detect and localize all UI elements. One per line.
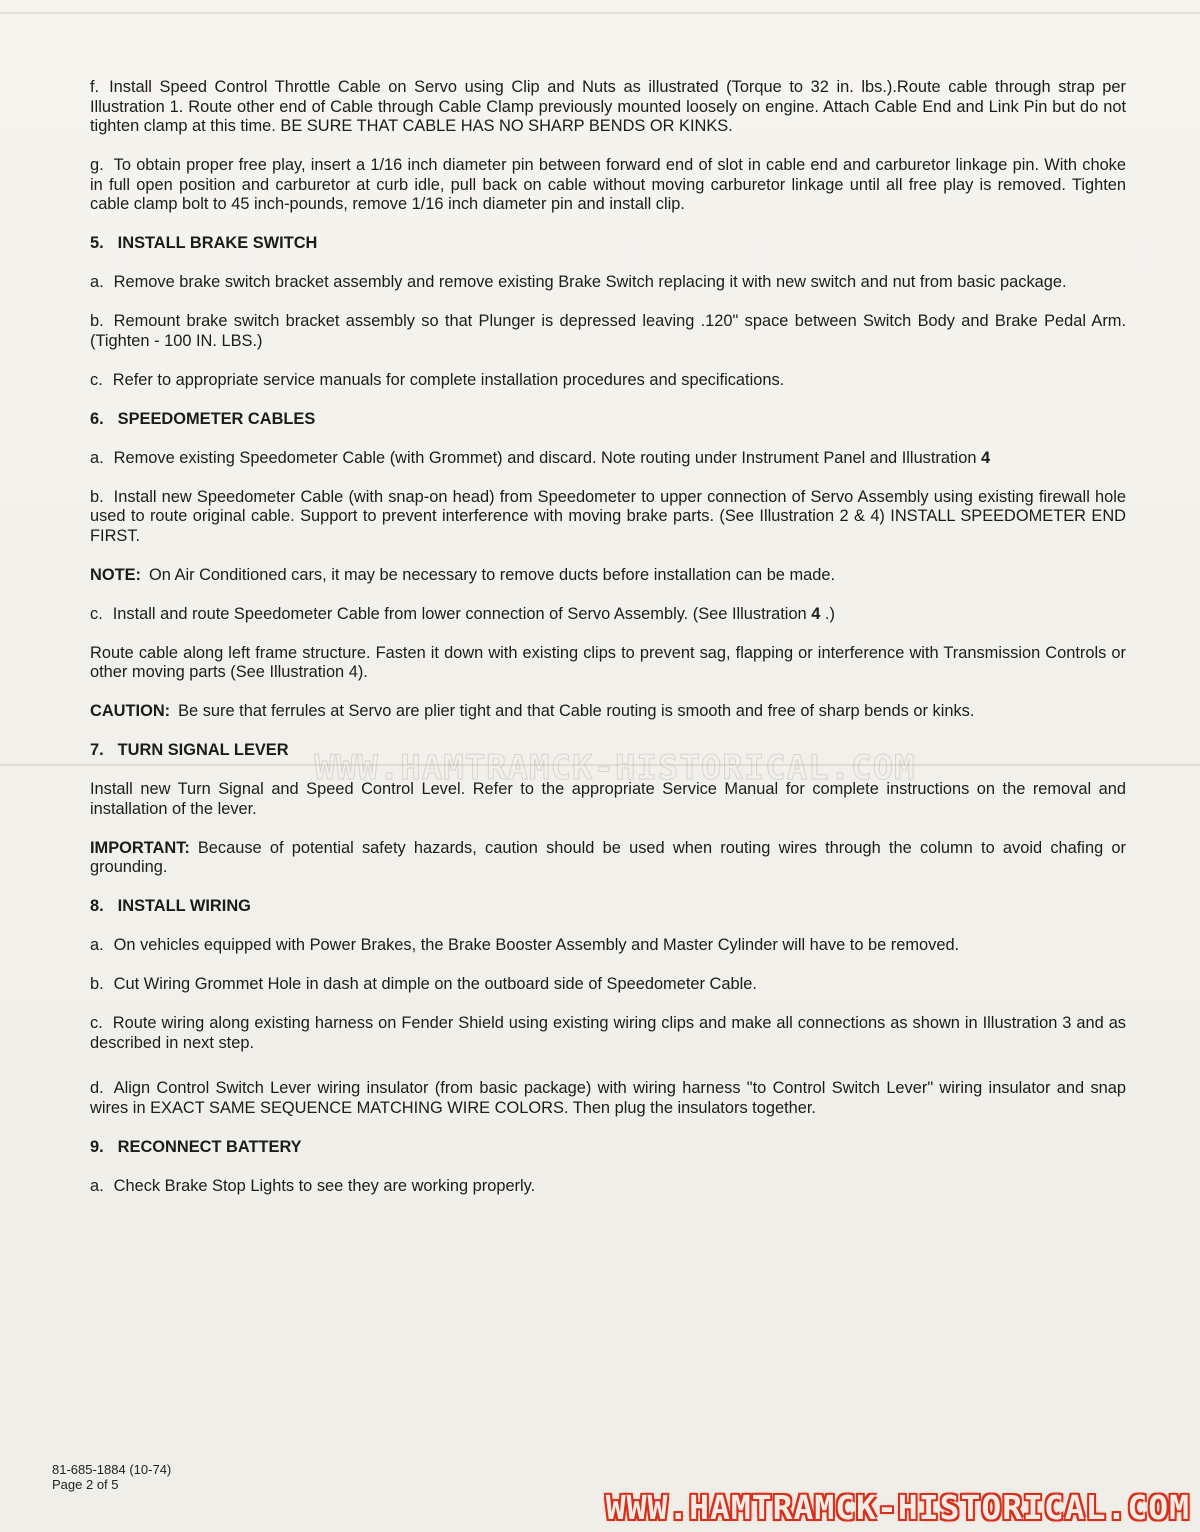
section-7-important: IMPORTANT: Because of potential safety hazards, caution should be used when routing wires through the column to avoid chafing or grounding. <box>90 838 1126 876</box>
section-6-route: Route cable along left frame structure. Fasten it down with existing clips to prevent sag, flapping or interference with Transmission Controls or other moving parts (See Illustration 4). <box>90 643 1126 681</box>
section-6-heading: 6. SPEEDOMETER CABLES <box>90 409 316 428</box>
section-5-step-a: a. Remove brake switch bracket assembly and remove existing Brake Switch replacing it with new switch and nut from basic package. <box>90 273 1067 291</box>
section-8-step-d: d. Align Control Switch Lever wiring insulator (from basic package) with wiring harness "to Control Switch Lever" wiring insulator and snap wires in EXACT SAME SEQUENCE MATCHING WIRE COLORS. Then plug the insulators together. <box>90 1079 1126 1117</box>
section-9-step-a: a. Check Brake Stop Lights to see they are working properly. <box>90 1176 536 1195</box>
section-6-note: NOTE: On Air Conditioned cars, it may be necessary to remove ducts before installation can be made. <box>90 565 836 584</box>
step-g: g. To obtain proper free play, insert a 1/16 inch diameter pin between forward end of slot in cable end and carburetor linkage pin. With choke in full open position and carburetor at curb idle, pull back on cable without moving carburetor linkage until all free play is removed. Tighten cable clamp bolt to 45 inch-pounds, remove 1/16 inch diameter pin and install clip. <box>90 156 1126 213</box>
section-9-heading: 9. RECONNECT BATTERY <box>90 1137 302 1156</box>
illustration-ref: 4 <box>981 448 991 467</box>
section-7-heading: 7. TURN SIGNAL LEVER <box>90 741 289 759</box>
paper-fold <box>0 12 1200 14</box>
section-8-step-a: a. On vehicles equipped with Power Brakes, the Brake Booster Assembly and Master Cylinder will have to be removed. <box>90 936 960 954</box>
section-5-step-c: c. Refer to appropriate service manuals for complete installation procedures and specifications. <box>90 370 785 389</box>
document-body <box>90 78 1126 1216</box>
step-f: f. Install Speed Control Throttle Cable on Servo using Clip and Nuts as illustrated (Torque to 32 in. lbs.).Route cable through strap per Illustration 1. Route other end of Cable through Cable Clamp previously mounted loosely on engine. Attach Cable End and Link Pin but do not tighten clamp at this time. BE SURE THAT CABLE HAS NO SHARP BENDS OR KINKS. <box>90 78 1126 135</box>
section-6-caution: CAUTION: Be sure that ferrules at Servo are plier tight and that Cable routing is smooth and free of sharp bends or kinks. <box>90 702 975 720</box>
page-number: Page 2 of 5 <box>52 1477 119 1492</box>
section-8-heading: 8. INSTALL WIRING <box>90 897 251 915</box>
section-5-heading: 5. INSTALL BRAKE SWITCH <box>90 234 318 252</box>
section-8-step-b: b. Cut Wiring Grommet Hole in dash at dimple on the outboard side of Speedometer Cable. <box>90 975 757 993</box>
section-7-body: Install new Turn Signal and Speed Control Level. Refer to the appropriate Service Manual for complete instructions on the removal and installation of the lever. <box>90 780 1126 818</box>
section-5-step-b: b. Remount brake switch bracket assembly so that Plunger is depressed leaving .120" space between Switch Body and Brake Pedal Arm. (Tighten - 100 IN. LBS.) <box>90 312 1126 350</box>
illustration-ref: 4 <box>811 604 821 623</box>
page-footer <box>52 1462 171 1492</box>
faint-watermark: WWW.HAMTRAMCK-HISTORICAL.COM <box>314 748 916 788</box>
section-6-step-a: a. Remove existing Speedometer Cable (with Grommet) and discard. Note routing under Instrument Panel and Illustration 4 <box>90 448 991 467</box>
site-watermark: WWW.HAMTRAMCK-HISTORICAL.COM <box>605 1488 1190 1527</box>
part-number: 81-685-1884 (10-74) <box>52 1462 172 1477</box>
section-6-step-b: b. Install new Speedometer Cable (with snap-on head) from Speedometer to upper connection of Servo Assembly using existing firewall hole used to route original cable. Support to prevent interference with moving brake parts. (See Illustration 2 & 4) INSTALL SPEEDOMETER END FIRST. <box>90 487 1126 545</box>
section-8-step-c: c. Route wiring along existing harness on Fender Shield using existing wiring clips and make all connections as shown in Illustration 3 and as described in next step. <box>90 1014 1126 1052</box>
section-6-step-c: c. Install and route Speedometer Cable from lower connection of Servo Assembly. (See Illustration 4 .) <box>90 604 835 623</box>
